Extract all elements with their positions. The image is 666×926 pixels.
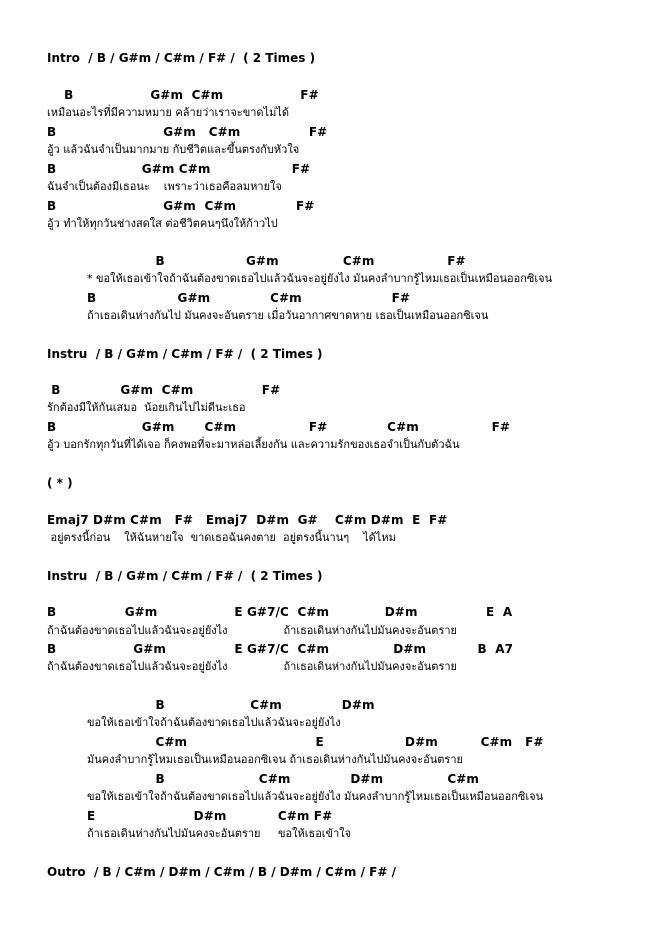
verse1-lyric-4: อู้ว ทำให้ทุกวันช่างสดใส ต่อชีวิตคนๆนึงให้ก้าวไป xyxy=(47,217,278,230)
verse1-chords-3: B G#m C#m F# xyxy=(47,162,311,176)
verse1-lyric-3: ฉันจำเป็นต้องมีเธอนะ เพราะว่าเธอคือลมหายใจ xyxy=(47,180,282,193)
verse3-lyric-1: ถ้าฉันต้องขาดเธอไปแล้วฉันจะอยู่ยังไง ถ้าเธอเดินห่างกันไปมันคงจะอันตราย xyxy=(47,624,457,637)
intro-line: Intro / B / G#m / C#m / F# / ( 2 Times ) xyxy=(47,51,316,65)
ending-chords-1: B C#m D#m xyxy=(87,698,375,712)
bridge-lyric: อยู่ตรงนี้ก่อน ให้ฉันหายใจ ขาดเธอฉันคงตาย อยู่ตรงนี้นานๆ ได้ไหม xyxy=(47,531,396,544)
ending-chords-3: B C#m D#m C#m xyxy=(87,772,480,786)
ending-chords-4: E D#m C#m F# xyxy=(87,809,333,823)
outro-line: Outro / B / C#m / D#m / C#m / B / D#m / C#m / F# / xyxy=(47,865,396,879)
verse1-chords-4: B G#m C#m F# xyxy=(47,199,315,213)
chorus-lyric-1: * ขอให้เธอเข้าใจถ้าฉันต้องขาดเธอไปแล้วฉันจะอยู่ยังไง มันคงลำบากรู้ไหมเธอเป็นเหมือนออกซิเจน xyxy=(87,272,553,285)
verse3-chords-2: B G#m E G#7/C C#m D#m B A7 xyxy=(47,642,514,656)
verse3-lyric-2: ถ้าฉันต้องขาดเธอไปแล้วฉันจะอยู่ยังไง ถ้าเธอเดินห่างกันไปมันคงจะอันตราย xyxy=(47,660,457,673)
ending-chords-2: C#m E D#m C#m F# xyxy=(87,735,544,749)
instru1-line: Instru / B / G#m / C#m / F# / ( 2 Times ) xyxy=(47,347,323,361)
chorus-lyric-2: ถ้าเธอเดินห่างกันไป มันคงจะอันตราย เมื่อวันอากาศขาดหาย เธอเป็นเหมือนออกซิเจน xyxy=(87,309,489,322)
verse2-chords-2: B G#m C#m F# C#m F# xyxy=(47,420,511,434)
ending-lyric-3: ขอให้เธอเข้าใจถ้าฉันต้องขาดเธอไปแล้วฉันจะอยู่ยังไง มันคงลำบากรู้ไหมเธอเป็นเหมือนออกซิเจน xyxy=(87,790,544,803)
chorus-chords-2: B G#m C#m F# xyxy=(87,291,411,305)
verse2-lyric-2: อู้ว บอกรักทุกวันที่ได้เจอ ก็คงพอที่จะมาหล่อเลี้ยงกัน และความรักของเธอจำเป็นกับตัวฉัน xyxy=(47,438,460,451)
chorus-reference: ( * ) xyxy=(47,476,73,490)
verse1-lyric-2: อู้ว แล้วฉันจำเป็นมากมาย กับชีวิตและขึ้นตรงกับหัวใจ xyxy=(47,143,300,156)
chorus-chords-1: B G#m C#m F# xyxy=(87,254,466,268)
ending-lyric-1: ขอให้เธอเข้าใจถ้าฉันต้องขาดเธอไปแล้วฉันจะอยู่ยังไง xyxy=(87,716,341,729)
verse1-chords-1: B G#m C#m F# xyxy=(47,88,319,102)
bridge-chords: Emaj7 D#m C#m F# Emaj7 D#m G# C#m D#m E F# xyxy=(47,513,448,527)
verse2-lyric-1: รักต้องมีให้กันเสมอ น้อยเกินไปไม่ดีนะเธอ xyxy=(47,401,246,414)
ending-lyric-2: มันคงลำบากรู้ไหมเธอเป็นเหมือนออกซิเจน ถ้าเธอเดินห่างกันไปมันคงจะอันตราย xyxy=(87,753,463,766)
ending-lyric-4: ถ้าเธอเดินห่างกันไปมันคงจะอันตราย ขอให้เธอเข้าใจ xyxy=(87,827,352,840)
verse1-lyric-1: เหมือนอะไรที่มีความหมาย คล้ายว่าเราจะขาดไม่ได้ xyxy=(47,106,289,119)
instru2-line: Instru / B / G#m / C#m / F# / ( 2 Times ) xyxy=(47,569,323,583)
verse2-chords-1: B G#m C#m F# xyxy=(47,383,281,397)
verse1-chords-2: B G#m C#m F# xyxy=(47,125,328,139)
verse3-chords-1: B G#m E G#7/C C#m D#m E A xyxy=(47,605,513,619)
